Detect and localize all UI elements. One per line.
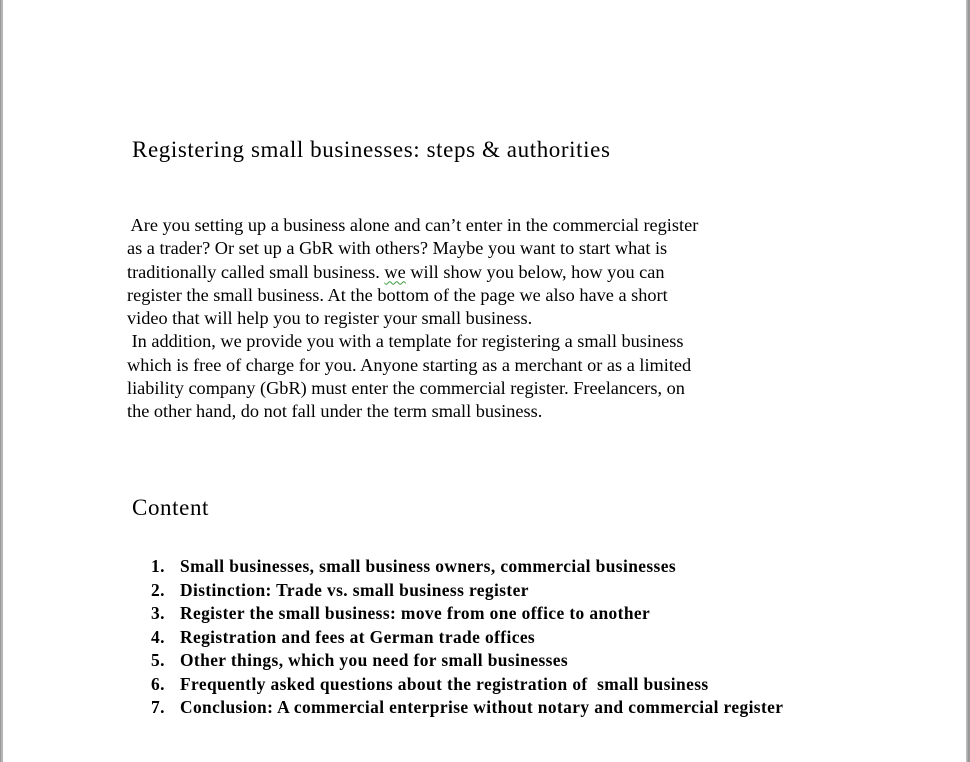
toc-item-text: Frequently asked questions about the registration of small business bbox=[180, 673, 709, 694]
toc-item-number: 7. bbox=[151, 697, 165, 717]
toc-item-text: Distinction: Trade vs. small business register bbox=[180, 579, 529, 600]
toc-item-text: Conclusion: A commercial enterprise without notary and commercial register bbox=[180, 697, 784, 717]
document-title: Registering small businesses: steps & authorities bbox=[132, 137, 611, 162]
toc-item-number: 3. bbox=[151, 603, 165, 623]
toc-item[interactable] bbox=[151, 649, 841, 673]
intro-line: In addition, we provide you with a template for registering a small business bbox=[127, 331, 684, 352]
toc-item[interactable] bbox=[151, 579, 841, 603]
intro-line: the other hand, do not fall under the term small business. bbox=[127, 401, 543, 422]
intro-line: which is free of charge for you. Anyone starting as a merchant or as a limited bbox=[127, 354, 692, 375]
page-left-edge bbox=[1, 0, 3, 762]
toc-item[interactable] bbox=[151, 555, 841, 579]
intro-line: video that will help you to register your small business. bbox=[127, 308, 533, 329]
content-heading: Content bbox=[132, 495, 210, 520]
toc-item[interactable] bbox=[151, 696, 841, 720]
toc-item-text: Registration and fees at German trade offices bbox=[180, 626, 536, 647]
toc-item[interactable] bbox=[151, 602, 841, 626]
toc-item[interactable] bbox=[151, 673, 841, 697]
toc-item-number: 5. bbox=[151, 650, 165, 670]
table-of-contents bbox=[151, 555, 841, 720]
intro-line-part: traditionally called small business. bbox=[127, 261, 385, 282]
toc-item-text: Register the small business: move from one office to another bbox=[180, 603, 651, 623]
intro-line-part: will show you below, how you can bbox=[405, 261, 665, 282]
toc-item-text: Other things, which you need for small businesses bbox=[180, 650, 569, 670]
toc-item-number: 4. bbox=[151, 626, 165, 647]
toc-item-number: 6. bbox=[151, 673, 165, 694]
intro-paragraph bbox=[127, 214, 847, 424]
toc-item-text: Small businesses, small business owners, commercial businesses bbox=[180, 556, 677, 576]
intro-line: liability company (GbR) must enter the commercial register. Freelancers, on bbox=[127, 378, 685, 399]
toc-item[interactable] bbox=[151, 626, 841, 650]
intro-line: as a trader? Or set up a GbR with others? Maybe you want to start what is bbox=[127, 238, 668, 259]
intro-line: Are you setting up a business alone and can’t enter in the commercial register bbox=[127, 215, 699, 235]
spellcheck-flagged-word[interactable]: we bbox=[384, 261, 406, 282]
intro-line: register the small business. At the bottom of the page we also have a short bbox=[127, 284, 668, 305]
page-right-edge bbox=[966, 0, 969, 762]
toc-item-number: 2. bbox=[151, 579, 165, 600]
toc-item-number: 1. bbox=[151, 556, 165, 576]
intro-line bbox=[127, 261, 847, 284]
